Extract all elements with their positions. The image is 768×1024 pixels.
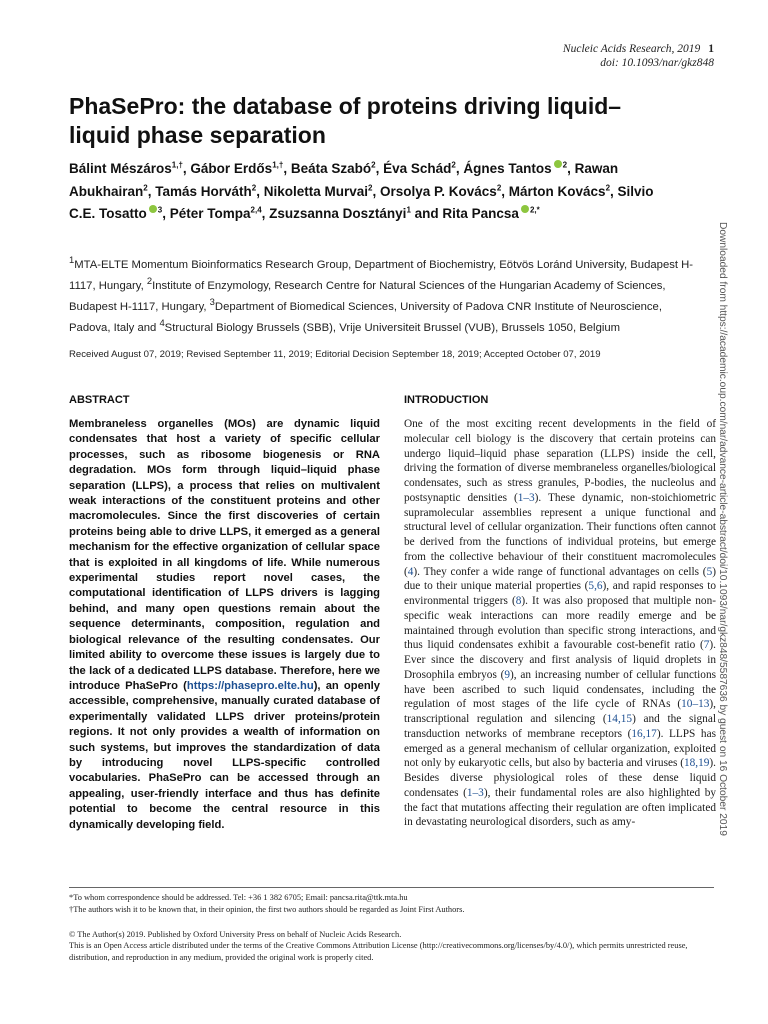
introduction-text-run: ), transcriptional regulation and silencing ( xyxy=(404,698,716,725)
affiliation-number: 1 xyxy=(69,254,75,265)
author-name: Nikoletta Murvai xyxy=(263,183,369,199)
article-title: PhaSePro: the database of proteins driving liquid–liquid phase separation xyxy=(69,93,622,148)
author-affiliation-marker: 1,† xyxy=(272,160,284,170)
author xyxy=(170,206,262,221)
author-name: Ágnes Tantos xyxy=(463,161,552,176)
abstract-text xyxy=(69,417,380,833)
reference-link[interactable]: 18,19 xyxy=(683,757,710,770)
reference-link[interactable]: 14,15 xyxy=(606,713,633,725)
author xyxy=(383,161,456,176)
author-name: Gábor Erdős xyxy=(190,161,273,176)
author-name: Tamás Horváth xyxy=(155,183,252,199)
footnotes xyxy=(69,892,719,916)
introduction-text-run: ). LLPS has emerged as a general mechanism of cellular organization, exploited not only by eukaryotic cells, but also by bacteria and viruses ( xyxy=(404,727,716,770)
abstract-heading: ABSTRACT xyxy=(69,394,130,406)
introduction-text-run: ). It was also proposed that multiple non-specific weak interactions can more readily emerge and be maintained through evolution than specific strong interactions, and thus liquid condensates exhibit a favourable cost-benefit ratio ( xyxy=(404,595,716,652)
affiliation-text: Structural Biology Brussels (SBB), Vrije Universiteit Brussel (VUB), Brussels 1050, Belgium xyxy=(164,321,621,334)
reference-link[interactable]: 10–13 xyxy=(681,698,710,711)
author-affiliation-marker: 2 xyxy=(143,183,148,192)
affiliation-number: 2 xyxy=(146,274,153,286)
affiliation-number: 3 xyxy=(209,295,215,307)
author-affiliation-marker: 2 xyxy=(251,183,257,192)
journal-line xyxy=(563,42,714,56)
author-affiliation-marker: 2 xyxy=(451,160,456,170)
doi: doi: 10.1093/nar/gkz848 xyxy=(600,57,714,69)
reference-link[interactable]: 1–3 xyxy=(466,786,484,799)
author-name: Bálint Mészáros xyxy=(69,161,172,176)
reference-link[interactable]: 5 xyxy=(706,565,713,578)
license-notice xyxy=(69,929,719,963)
introduction-text-run: ) due to their unique material properties ( xyxy=(404,565,716,593)
footnote-divider xyxy=(69,887,714,888)
reference-link[interactable]: 16,17 xyxy=(631,727,657,740)
introduction-text-run: ). They confer a wide range of functional advantages on cells ( xyxy=(413,565,707,578)
orcid-icon[interactable] xyxy=(521,205,529,213)
author xyxy=(69,161,183,176)
introduction-text xyxy=(404,417,716,830)
author-name: Márton Kovács xyxy=(508,183,606,199)
introduction-text-run: One of the most exciting recent developments in the field of molecular cell biology is the discovery that certain proteins can undergo liquid–liquid phase separation (LLPS) inside the cell, driving the formation of diverse membraneless organelles/biological condensates, such as stress granules, P-bodies, the nucleolus and postsynaptic densities ( xyxy=(404,418,716,504)
introduction-text-run: ), an increasing number of cellular functions have been ascribed to such liquid condensates, including the regulation of most stages of the life cycle of RNAs ( xyxy=(404,668,716,711)
download-watermark: Downloaded from https://academic.oup.com/nar/advance-article-abstract/doi/10.1093/nar/gkz848/5587636 by guest on 16 October 2019 xyxy=(717,222,728,836)
correspondence-note: *To whom correspondence should be addressed. Tel: +36 1 382 6705; Email: pancsa.rita@ttk.mta.hu xyxy=(69,893,408,902)
author xyxy=(380,184,501,199)
author-affiliation-marker: 2 xyxy=(371,160,376,170)
author-affiliation-marker: 2 xyxy=(368,183,373,192)
author-name: Rawan Abukhairan xyxy=(69,161,619,199)
introduction-text-run: ), and rapid responses to environmental triggers ( xyxy=(404,580,716,607)
abstract-text-part2: ), an openly accessible, comprehensive, manually curated database of experimentally validated LLPS driver proteins/protein regions. It not only provides a wealth of information on such systems, but improves the standardization of data by introducing novel LLPS-specific controlled vocabularies. PhaSePro can be accessed through an appealing, user-friendly interface and thus has definite potential to become the central resource in this dynamically developing field. xyxy=(69,679,380,831)
reference-link[interactable]: 9 xyxy=(504,668,511,681)
author xyxy=(264,184,373,199)
introduction-text-run: ). Ever since the discovery and first analysis of liquid droplets in Drosophila embryos ( xyxy=(404,639,716,681)
author-name: Péter Tompa xyxy=(169,206,251,221)
abstract-text-part1: Membraneless organelles (MOs) are dynamic liquid condensates that host a variety of specific cellular processes, such as ribosome biogenesis or RNA degradation. MOs form through liquid–liquid phase separation (LLPS), a process that relies on multivalent weak interactions of the constituent proteins and other macromolecules. Since the first discoveries of certain proteins being able to drive LLPS, it emerged as a general mechanism for the effective organization of cellular space that is exploited in all kingdoms of life. While numerous experimental studies report novel cases, the computational identification of LLPS drivers is lagging behind, and many open questions remain about the sequence determinants, composition, regulation and biological relevance of the resulting condensates. Our limited ability to overcome these issues is largely due to the lack of a dedicated LLPS database. Therefore, here we introduce PhaSePro ( xyxy=(69,418,380,692)
author xyxy=(463,161,567,176)
author-name: Éva Schád xyxy=(383,161,452,176)
journal-header xyxy=(563,42,714,70)
author-name: Silvio C.E. Tosatto xyxy=(69,183,654,221)
reference-link[interactable]: 1–3 xyxy=(517,491,535,504)
author-affiliation-marker: 3 xyxy=(157,205,163,215)
affiliation-text: MTA-ELTE Momentum Bioinformatics Research Group, Department of Biochemistry, Eötvös Loránd University, Budapest H-1117, Hungary, xyxy=(69,258,694,292)
page-number: 1 xyxy=(708,43,714,55)
introduction-text-run: ), their fundamental roles are also highlighted by the fact that mutations affecting their regulation are often implicated in devastating neurological disorders, such as amy- xyxy=(404,786,716,829)
affiliations xyxy=(69,252,699,336)
orcid-icon[interactable] xyxy=(554,160,562,168)
affiliation-number: 4 xyxy=(159,316,165,328)
author-affiliation-marker: 1,† xyxy=(171,160,183,170)
author-name: Rita Pancsa xyxy=(442,206,519,221)
phasepro-link[interactable]: https://phasepro.elte.hu xyxy=(186,679,314,692)
publication-dates: Received August 07, 2019; Revised September 11, 2019; Editorial Decision September 18, 2019; Accepted October 07, 2019 xyxy=(69,349,601,360)
introduction-text-run: ). These dynamic, non-stoichiometric supramolecular assemblies represent a unique functional and structural level of cellular organization. Their functions often cannot be derived from the functions of individual proteins, but emerge from the collective behaviour of their constituent macromolecules ( xyxy=(404,491,716,578)
introduction-text-run: ) and the signal transduction networks of membrane receptors ( xyxy=(404,713,716,740)
author-name: Beáta Szabó xyxy=(290,161,372,176)
affiliation-text: Department of Biomedical Sciences, University of Padova CNR Institute of Neuroscience, Padova, Italy and xyxy=(69,300,662,334)
joint-first-author-note: †The authors wish it to be known that, in their opinion, the first two authors should be regarded as Joint First Authors. xyxy=(69,905,465,914)
author xyxy=(442,206,539,221)
reference-link[interactable]: 5,6 xyxy=(588,580,603,593)
author-affiliation-marker: 2 xyxy=(605,183,611,192)
author-affiliation-marker: 1 xyxy=(406,205,411,215)
author xyxy=(269,206,411,221)
reference-link[interactable]: 7 xyxy=(703,639,710,652)
author-name: Zsuzsanna Dosztányi xyxy=(269,206,407,221)
reference-link[interactable]: 4 xyxy=(407,565,414,578)
author-name: Orsolya P. Kovács xyxy=(379,183,497,199)
orcid-icon[interactable] xyxy=(149,205,157,213)
author-list: Bálint Mészáros$^{1,\dagger}$, Gábor Erdős$^{1,\dagger}$, Beáta Szabó$^2$, Éva Schád$^2$, Ágnes Tantos $^2$, Rawan Abukhairan$^2$, Tamás Horváth$^2$, Nikoletta Murvai$^2$, Orsolya P. Kovács$^2$, Márton Kovács$^2$, Silvio C.E. Tosatto $^3$, Péter Tompa$^{2,4}$, Zsuzsanna Dosztányi$^1$ and Rita Pancsa $^{2,*}$ xyxy=(69,160,654,221)
author-affiliation-marker: 2 xyxy=(562,160,568,170)
author xyxy=(291,161,376,176)
introduction-text-run: ). Besides diverse physiological roles of these dense liquid condensates ( xyxy=(404,757,716,799)
reference-link[interactable]: 8 xyxy=(515,595,522,607)
author xyxy=(190,161,283,176)
author xyxy=(155,184,256,199)
affiliation-text: Institute of Enzymology, Research Centre for Natural Sciences of the Hungarian Academy of Sciences, Budapest H-1117, Hungary, xyxy=(69,279,666,313)
author-affiliation-marker: 2,4 xyxy=(250,205,262,215)
copyright-line: © The Author(s) 2019. Published by Oxford University Press on behalf of Nucleic Acids Research. xyxy=(69,930,402,939)
introduction-heading: INTRODUCTION xyxy=(404,394,489,406)
author xyxy=(509,184,610,199)
license-terms: This is an Open Access article distributed under the terms of the Creative Commons Attribution License (http://creativecommons.org/licenses/by/4.0/), which permits unrestricted reuse, distribution, and reproduction in any medium, provided the original work is properly cited. xyxy=(69,941,688,962)
author-affiliation-marker: 2 xyxy=(496,183,502,192)
author-affiliation-marker: 2,* xyxy=(529,205,540,215)
journal-name: Nucleic Acids Research, 2019 xyxy=(562,43,701,55)
